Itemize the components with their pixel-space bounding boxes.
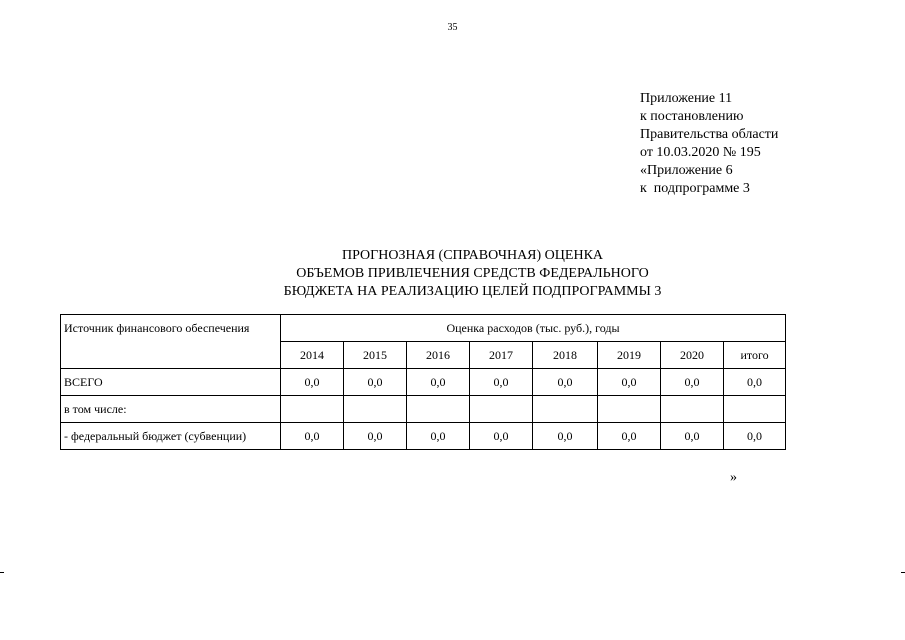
table-cell: 0,0	[598, 369, 661, 396]
appendix-line: к постановлению	[640, 109, 744, 124]
table-cell: 0,0	[724, 423, 786, 450]
table-cell: 0,0	[344, 369, 407, 396]
table-header-row	[61, 315, 786, 342]
table-cell	[598, 396, 661, 423]
table-cell	[470, 396, 533, 423]
year-header: 2014	[281, 342, 344, 369]
closing-quote: »	[730, 470, 737, 485]
appendix-line: от 10.03.2020 № 195	[640, 145, 761, 160]
left-margin-mark	[0, 572, 4, 573]
title-line: ОБЪЕМОВ ПРИВЛЕЧЕНИЯ СРЕДСТВ ФЕДЕРАЛЬНОГО	[296, 266, 649, 281]
year-header: 2017	[470, 342, 533, 369]
table-row	[61, 423, 786, 450]
title-line: БЮДЖЕТА НА РЕАЛИЗАЦИЮ ЦЕЛЕЙ ПОДПРОГРАММЫ 3	[283, 284, 662, 299]
table-cell: 0,0	[661, 369, 724, 396]
table-cell	[407, 396, 470, 423]
table-cell: 0,0	[344, 423, 407, 450]
table-cell: 0,0	[470, 423, 533, 450]
table-cell: 0,0	[598, 423, 661, 450]
table-cell	[344, 396, 407, 423]
table-cell: 0,0	[407, 423, 470, 450]
table-cell	[724, 396, 786, 423]
estimate-header: Оценка расходов (тыс. руб.), годы	[281, 315, 786, 342]
appendix-line: Приложение 11	[640, 91, 733, 106]
table-cell	[281, 396, 344, 423]
right-margin-mark	[901, 572, 905, 573]
appendix-reference	[640, 90, 778, 198]
total-header: итого	[724, 342, 786, 369]
title-line: ПРОГНОЗНАЯ (СПРАВОЧНАЯ) ОЦЕНКА	[341, 248, 604, 263]
appendix-line: Правительства области	[640, 127, 779, 142]
year-header: 2018	[533, 342, 598, 369]
year-header: 2020	[661, 342, 724, 369]
document-title	[0, 247, 905, 301]
row-label: ВСЕГО	[61, 369, 281, 396]
table-cell: 0,0	[281, 423, 344, 450]
page-number: 35	[447, 22, 458, 33]
table-cell: 0,0	[407, 369, 470, 396]
table-row	[61, 396, 786, 423]
appendix-line: к подпрограмме 3	[640, 181, 750, 196]
funding-table	[60, 314, 786, 450]
year-header: 2019	[598, 342, 661, 369]
source-header: Источник финансового обеспечения	[61, 315, 281, 369]
table-cell: 0,0	[470, 369, 533, 396]
year-header: 2015	[344, 342, 407, 369]
appendix-line: «Приложение 6	[640, 163, 733, 178]
table-cell: 0,0	[281, 369, 344, 396]
table-cell: 0,0	[724, 369, 786, 396]
table-cell	[533, 396, 598, 423]
table-cell	[661, 396, 724, 423]
table-row	[61, 369, 786, 396]
year-header: 2016	[407, 342, 470, 369]
table-cell: 0,0	[661, 423, 724, 450]
row-label: в том числе:	[61, 396, 281, 423]
row-label: - федеральный бюджет (субвенции)	[61, 423, 281, 450]
table-cell: 0,0	[533, 423, 598, 450]
table-cell: 0,0	[533, 369, 598, 396]
